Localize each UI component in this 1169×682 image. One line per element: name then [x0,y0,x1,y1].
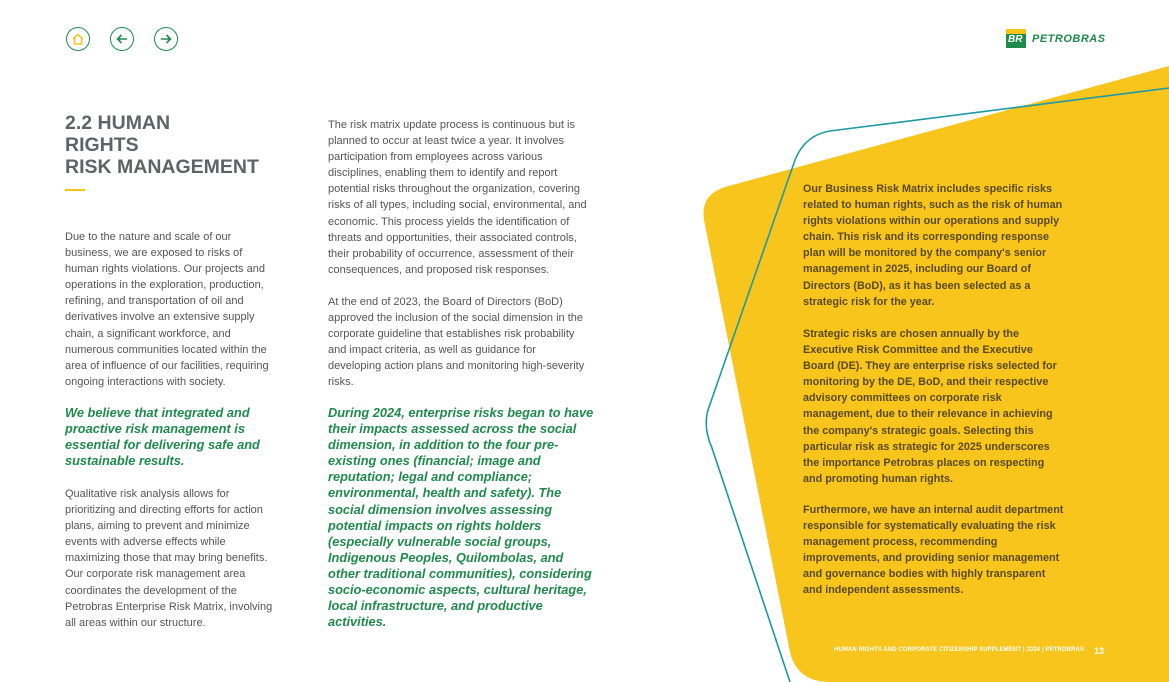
petrobras-logo [1006,29,1106,48]
col3-paragraph-2: Strategic risks are chosen annually by the Executive Risk Committee and the Executive Board (DE). They are enterprise risks selected for monitoring by the DE, BoD, and their respective advisory committees on corporate risk management, due to their relevance in achieving the company's strategic goals. Selecting this particular risk as strategic for 2025 underscores the importance Petrobras places on respecting and promoting human rights. [803,328,1057,485]
logo-mark-text: BR [1008,34,1023,45]
col1-pull-quote: We believe that integrated and proactive risk management is essential for delivering safe and sustainable results. [65,405,260,469]
home-icon [71,32,85,46]
page-number: 13 [1094,646,1105,656]
title-line-1: 2.2 HUMAN [65,112,171,134]
br-logo-mark [1006,29,1026,48]
footer-text: HUMAN RIGHTS AND CORPORATE CITIZENSHIP SUPPLEMENT | 2024 | PETROBRAS [834,647,1085,653]
col1-paragraph-1: Due to the nature and scale of our business, we are exposed to risks of human rights violations. Our projects and operations in the exploration, production, refining, and transportation of oil and derivatives involve an extensive supply chain, a significant workforce, and numerous communities located within the area of influence of our facilities, requiring ongoing interactions with society. [65,231,269,388]
title-line-3: RISK MANAGEMENT [65,156,259,178]
col3-paragraph-1: Our Business Risk Matrix includes specific risks related to human rights, such as the risk of human rights violations within our operations and supply chain. This risk and its corresponding response plan will be monitored by the company's senior management in 2025, including our Board of Directors (BoD), as it has been selected as a strategic risk for the year. [803,183,1063,308]
col2-paragraph-1: The risk matrix update process is continuous but is planned to occur at least twice a year. It involves participation from employees across various disciplines, enabling them to identify and report potential risks throughout the organization, covering risks of all types, including social, environmental, and economic. This process yields the identification of threats and opportunities, their associated controls, their probability of occurrence, assessment of their consequences, and proposed risk responses. [328,119,587,276]
title-line-2: RIGHTS [65,134,139,156]
back-button[interactable] [110,27,134,51]
col2-paragraph-2: At the end of 2023, the Board of Directors (BoD) approved the inclusion of the social dimension in the corporate guideline that establishes risk probability and impact criteria, as well as guidance for developing action plans and monitoring high-severity risks. [328,296,585,389]
page-title [65,112,295,178]
logo-text: PETROBRAS [1032,32,1106,45]
col2-pull-quote: During 2024, enterprise risks began to have their impacts assessed across the social dimension, in addition to the four pre-existing ones (financial; image and reputation; legal and compliance; environmental, health and safety). The social dimension involves assessing potential impacts on rights holders (especially vulnerable social groups, Indigenous Peoples, Quilombolas, and other traditional communities), considering socio-economic aspects, cultural heritage, local infrastructure, and productive activities. [328,405,594,630]
arrow-left-icon [115,32,129,46]
forward-button[interactable] [154,27,178,51]
home-button[interactable] [66,27,90,51]
title-underline [65,189,85,191]
col1-paragraph-2: Qualitative risk analysis allows for prioritizing and directing efforts for action plans, aiming to prevent and minimize events with adverse effects while maximizing those that may bring benefits. Our corporate risk management area coordinates the development of the Petrobras Enterprise Risk Matrix, involving all areas within our structure. [65,488,273,629]
arrow-right-icon [159,32,173,46]
col3-paragraph-3: Furthermore, we have an internal audit department responsible for systematically evaluating the risk management process, recommending improvements, and providing senior management and governance bodies with highly transparent and independent assessments. [803,504,1064,597]
